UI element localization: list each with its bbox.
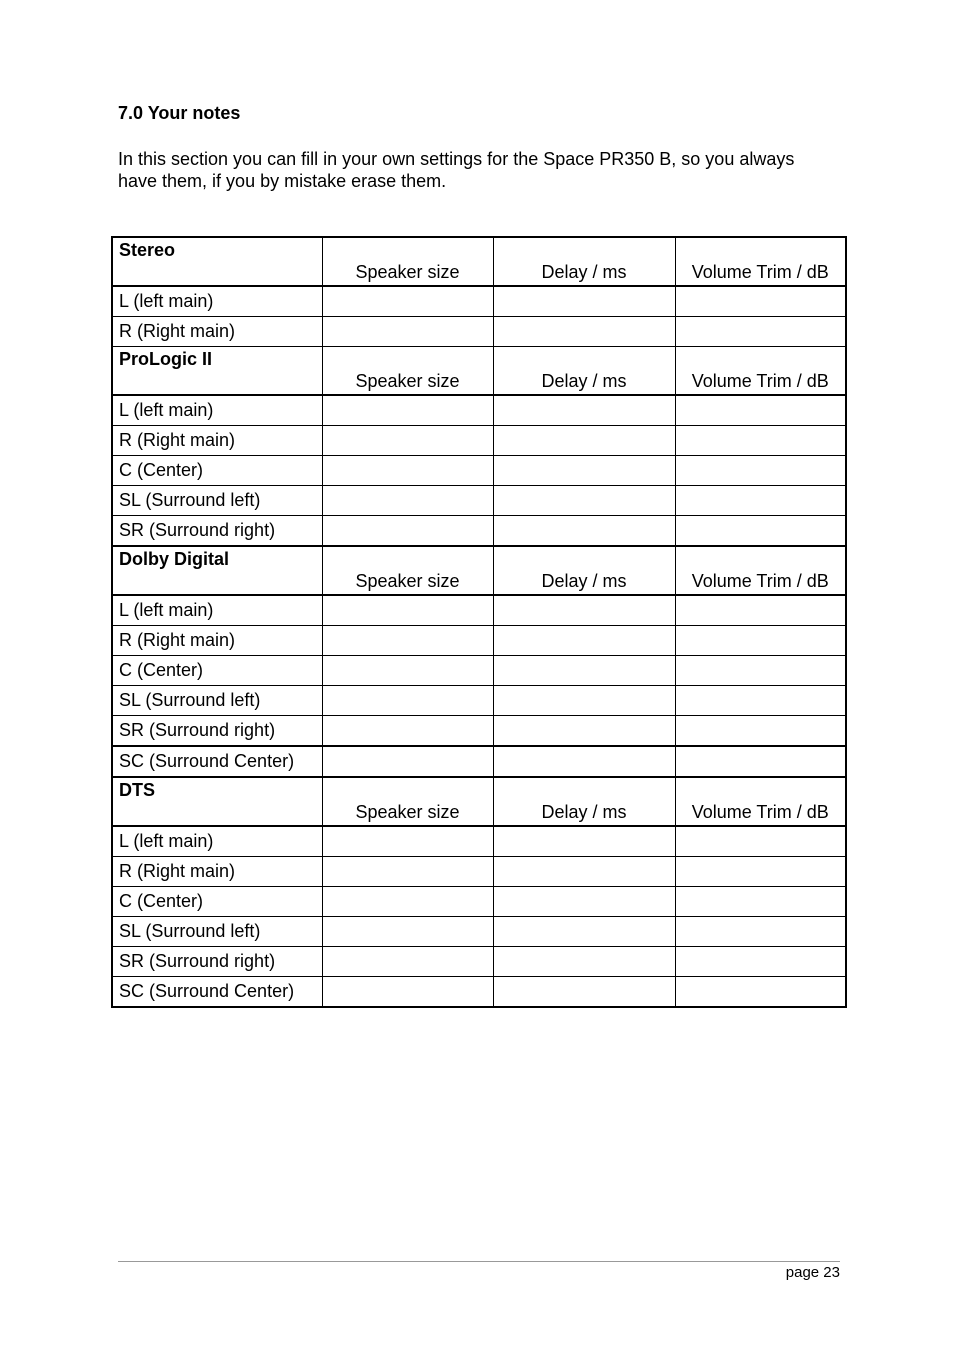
table-row [112, 626, 846, 656]
volume-trim-cell[interactable] [675, 656, 846, 686]
table-row [112, 977, 846, 1008]
table-row [112, 826, 846, 857]
speaker-size-cell[interactable] [322, 917, 493, 947]
column-delay: Delay / ms [493, 237, 675, 286]
delay-cell[interactable] [493, 426, 675, 456]
volume-trim-cell[interactable] [675, 456, 846, 486]
table-row [112, 656, 846, 686]
volume-trim-cell[interactable] [675, 947, 846, 977]
volume-trim-cell[interactable] [675, 746, 846, 777]
channel-label: SL (Surround left) [112, 917, 322, 947]
delay-cell[interactable] [493, 716, 675, 747]
table-row [112, 456, 846, 486]
delay-cell[interactable] [493, 977, 675, 1008]
channel-label: R (Right main) [112, 857, 322, 887]
channel-label: L (left main) [112, 286, 322, 317]
table-row [112, 857, 846, 887]
speaker-size-cell[interactable] [322, 626, 493, 656]
channel-label: SR (Surround right) [112, 516, 322, 547]
column-volume-trim: Volume Trim / dB [675, 237, 846, 286]
column-delay: Delay / ms [493, 546, 675, 595]
channel-label: R (Right main) [112, 626, 322, 656]
section-header-row [112, 347, 846, 396]
delay-cell[interactable] [493, 917, 675, 947]
channel-label: C (Center) [112, 456, 322, 486]
speaker-size-cell[interactable] [322, 286, 493, 317]
volume-trim-cell[interactable] [675, 686, 846, 716]
section-name: DTS [112, 777, 322, 826]
volume-trim-cell[interactable] [675, 516, 846, 547]
column-volume-trim: Volume Trim / dB [675, 777, 846, 826]
table-row [112, 317, 846, 347]
column-delay: Delay / ms [493, 347, 675, 396]
speaker-size-cell[interactable] [322, 947, 493, 977]
delay-cell[interactable] [493, 656, 675, 686]
table-row [112, 887, 846, 917]
delay-cell[interactable] [493, 947, 675, 977]
speaker-size-cell[interactable] [322, 716, 493, 747]
table-row [112, 716, 846, 747]
table-row [112, 595, 846, 626]
table-row [112, 746, 846, 777]
section-name: Dolby Digital [112, 546, 322, 595]
channel-label: C (Center) [112, 656, 322, 686]
delay-cell[interactable] [493, 317, 675, 347]
volume-trim-cell[interactable] [675, 626, 846, 656]
delay-cell[interactable] [493, 516, 675, 547]
volume-trim-cell[interactable] [675, 317, 846, 347]
delay-cell[interactable] [493, 887, 675, 917]
volume-trim-cell[interactable] [675, 395, 846, 426]
speaker-size-cell[interactable] [322, 857, 493, 887]
channel-label: SR (Surround right) [112, 947, 322, 977]
delay-cell[interactable] [493, 595, 675, 626]
delay-cell[interactable] [493, 746, 675, 777]
delay-cell[interactable] [493, 456, 675, 486]
speaker-size-cell[interactable] [322, 887, 493, 917]
volume-trim-cell[interactable] [675, 917, 846, 947]
section-name: ProLogic II [112, 347, 322, 396]
speaker-size-cell[interactable] [322, 516, 493, 547]
column-speaker-size: Speaker size [322, 347, 493, 396]
speaker-size-cell[interactable] [322, 746, 493, 777]
footer-divider [118, 1261, 840, 1262]
channel-label: R (Right main) [112, 317, 322, 347]
section-heading: 7.0 Your notes [118, 103, 241, 123]
delay-cell[interactable] [493, 395, 675, 426]
table-row [112, 395, 846, 426]
delay-cell[interactable] [493, 686, 675, 716]
section-header-row [112, 237, 846, 286]
speaker-size-cell[interactable] [322, 686, 493, 716]
column-speaker-size: Speaker size [322, 777, 493, 826]
column-speaker-size: Speaker size [322, 237, 493, 286]
speaker-size-cell[interactable] [322, 486, 493, 516]
volume-trim-cell[interactable] [675, 426, 846, 456]
volume-trim-cell[interactable] [675, 887, 846, 917]
column-delay: Delay / ms [493, 777, 675, 826]
section-name: Stereo [112, 237, 322, 286]
volume-trim-cell[interactable] [675, 826, 846, 857]
table-row [112, 947, 846, 977]
speaker-size-cell[interactable] [322, 826, 493, 857]
volume-trim-cell[interactable] [675, 486, 846, 516]
channel-label: L (left main) [112, 595, 322, 626]
column-volume-trim: Volume Trim / dB [675, 546, 846, 595]
volume-trim-cell[interactable] [675, 286, 846, 317]
speaker-size-cell[interactable] [322, 317, 493, 347]
channel-label: C (Center) [112, 887, 322, 917]
channel-label: SC (Surround Center) [112, 746, 322, 777]
table-row [112, 486, 846, 516]
volume-trim-cell[interactable] [675, 977, 846, 1008]
table-row [112, 686, 846, 716]
speaker-size-cell[interactable] [322, 456, 493, 486]
channel-label: SC (Surround Center) [112, 977, 322, 1008]
table-row [112, 426, 846, 456]
speaker-size-cell[interactable] [322, 426, 493, 456]
speaker-size-cell[interactable] [322, 977, 493, 1008]
column-speaker-size: Speaker size [322, 546, 493, 595]
delay-cell[interactable] [493, 826, 675, 857]
channel-label: R (Right main) [112, 426, 322, 456]
channel-label: SR (Surround right) [112, 716, 322, 747]
table-row [112, 286, 846, 317]
delay-cell[interactable] [493, 286, 675, 317]
section-header-row [112, 777, 846, 826]
table-row [112, 917, 846, 947]
channel-label: L (left main) [112, 826, 322, 857]
volume-trim-cell[interactable] [675, 857, 846, 887]
volume-trim-cell[interactable] [675, 595, 846, 626]
page-number: page 23 [785, 1264, 840, 1281]
channel-label: SL (Surround left) [112, 486, 322, 516]
table-row [112, 516, 846, 547]
speaker-size-cell[interactable] [322, 395, 493, 426]
settings-notes-table [111, 236, 847, 1008]
volume-trim-cell[interactable] [675, 716, 846, 747]
column-volume-trim: Volume Trim / dB [675, 347, 846, 396]
speaker-size-cell[interactable] [322, 595, 493, 626]
channel-label: SL (Surround left) [112, 686, 322, 716]
delay-cell[interactable] [493, 857, 675, 887]
delay-cell[interactable] [493, 486, 675, 516]
channel-label: L (left main) [112, 395, 322, 426]
speaker-size-cell[interactable] [322, 656, 493, 686]
section-header-row [112, 546, 846, 595]
intro-paragraph: In this section you can fill in your own settings for the Space PR350 B, so you always have them, if you by mistake erase them. [118, 149, 795, 191]
delay-cell[interactable] [493, 626, 675, 656]
